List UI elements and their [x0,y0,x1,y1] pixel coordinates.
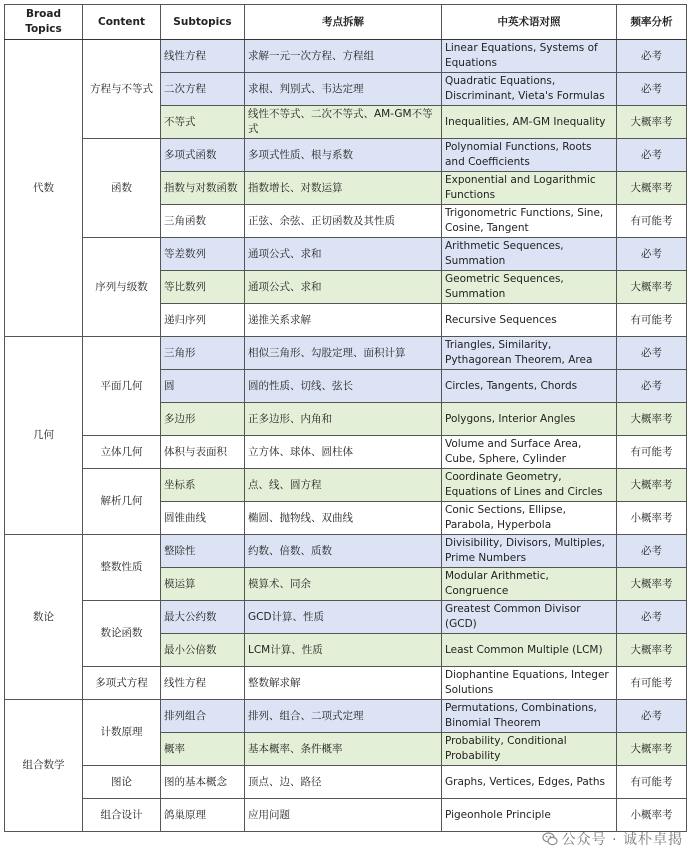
term-cell: Least Common Multiple (LCM) [442,634,617,667]
term-cell: Linear Equations, Systems of Equations [442,40,617,73]
header-subtopics: Subtopics [161,5,245,40]
key-point-cell: 模算术、同余 [245,568,442,601]
subtopic-cell: 体积与表面积 [161,436,245,469]
frequency-cell: 大概率考 [617,106,687,139]
term-cell: Permutations, Combinations, Binomial Theorem [442,700,617,733]
term-cell: Recursive Sequences [442,304,617,337]
content-cell: 方程与不等式 [83,40,161,139]
subtopic-cell: 三角形 [161,337,245,370]
key-point-cell: 线性不等式、二次不等式、AM-GM不等式 [245,106,442,139]
key-point-cell: 排列、组合、二项式定理 [245,700,442,733]
term-cell: Trigonometric Functions, Sine, Cosine, Tangent [442,205,617,238]
key-point-cell: 圆的性质、切线、弦长 [245,370,442,403]
subtopic-cell: 多项式函数 [161,139,245,172]
term-cell: Arithmetic Sequences, Summation [442,238,617,271]
subtopic-cell: 整除性 [161,535,245,568]
key-point-cell: 点、线、圆方程 [245,469,442,502]
content-cell: 数论函数 [83,601,161,667]
key-point-cell: 正多边形、内角和 [245,403,442,436]
frequency-cell: 大概率考 [617,403,687,436]
frequency-cell: 大概率考 [617,733,687,766]
subtopic-cell: 等比数列 [161,271,245,304]
term-cell: Inequalities, AM-GM Inequality [442,106,617,139]
subtopic-cell: 不等式 [161,106,245,139]
key-point-cell: LCM计算、性质 [245,634,442,667]
frequency-cell: 必考 [617,601,687,634]
content-cell: 整数性质 [83,535,161,601]
content-cell: 序列与级数 [83,238,161,337]
subtopic-cell: 二次方程 [161,73,245,106]
subtopic-cell: 线性方程 [161,667,245,700]
content-cell: 函数 [83,139,161,238]
frequency-cell: 必考 [617,700,687,733]
syllabus-table-container [4,4,686,850]
term-cell: Coordinate Geometry, Equations of Lines and Circles [442,469,617,502]
table-row [5,139,687,172]
subtopic-cell: 指数与对数函数 [161,172,245,205]
key-point-cell: 指数增长、对数运算 [245,172,442,205]
content-cell: 组合设计 [83,799,161,832]
key-point-cell: 递推关系求解 [245,304,442,337]
frequency-cell: 有可能考 [617,667,687,700]
term-cell: Graphs, Vertices, Edges, Paths [442,766,617,799]
term-cell: Triangles, Similarity, Pythagorean Theorem, Area [442,337,617,370]
frequency-cell: 必考 [617,238,687,271]
frequency-cell: 大概率考 [617,469,687,502]
frequency-cell: 大概率考 [617,568,687,601]
content-cell: 立体几何 [83,436,161,469]
subtopic-cell: 概率 [161,733,245,766]
table-row [5,799,687,832]
key-point-cell: 通项公式、求和 [245,238,442,271]
header-terms: 中英术语对照 [442,5,617,40]
term-cell: Diophantine Equations, Integer Solutions [442,667,617,700]
term-cell: Volume and Surface Area, Cube, Sphere, Cylinder [442,436,617,469]
table-row [5,436,687,469]
frequency-cell: 小概率考 [617,502,687,535]
subtopic-cell: 坐标系 [161,469,245,502]
subtopic-cell: 线性方程 [161,40,245,73]
term-cell: Exponential and Logarithmic Functions [442,172,617,205]
frequency-cell: 小概率考 [617,799,687,832]
frequency-cell: 大概率考 [617,634,687,667]
subtopic-cell: 图的基本概念 [161,766,245,799]
table-row [5,238,687,271]
watermark-text: 公众号 · 诚朴卓揭 [561,832,683,848]
key-point-cell: 椭圆、抛物线、双曲线 [245,502,442,535]
header-broad-topics: Broad Topics [5,5,83,40]
subtopic-cell: 等差数列 [161,238,245,271]
header-content: Content [83,5,161,40]
key-point-cell: 基本概率、条件概率 [245,733,442,766]
term-cell: Pigeonhole Principle [442,799,617,832]
term-cell: Polygons, Interior Angles [442,403,617,436]
frequency-cell: 有可能考 [617,205,687,238]
frequency-cell: 必考 [617,40,687,73]
frequency-cell: 必考 [617,337,687,370]
term-cell: Polynomial Functions, Roots and Coefficients [442,139,617,172]
term-cell: Modular Arithmetic, Congruence [442,568,617,601]
watermark [542,829,683,849]
frequency-cell: 必考 [617,535,687,568]
term-cell: Divisibility, Divisors, Multiples, Prime Numbers [442,535,617,568]
key-point-cell: 求根、判别式、韦达定理 [245,73,442,106]
header-row [5,5,687,40]
broad-topic-cell: 组合数学 [5,700,83,832]
term-cell: Greatest Common Divisor (GCD) [442,601,617,634]
header-frequency: 频率分析 [617,5,687,40]
broad-topic-cell: 数论 [5,535,83,700]
broad-topic-cell: 几何 [5,337,83,535]
subtopic-cell: 圆 [161,370,245,403]
frequency-cell: 有可能考 [617,766,687,799]
key-point-cell: 求解一元一次方程、方程组 [245,40,442,73]
table-row [5,337,687,370]
table-body [5,40,687,832]
frequency-cell: 必考 [617,370,687,403]
content-cell: 图论 [83,766,161,799]
subtopic-cell: 最大公约数 [161,601,245,634]
key-point-cell: 顶点、边、路径 [245,766,442,799]
broad-topic-cell: 代数 [5,40,83,337]
frequency-cell: 大概率考 [617,172,687,205]
subtopic-cell: 三角函数 [161,205,245,238]
header-key-points: 考点拆解 [245,5,442,40]
subtopic-cell: 排列组合 [161,700,245,733]
table-row [5,535,687,568]
subtopic-cell: 鸽巢原理 [161,799,245,832]
key-point-cell: 相似三角形、勾股定理、面积计算 [245,337,442,370]
term-cell: Geometric Sequences, Summation [442,271,617,304]
term-cell: Quadratic Equations, Discriminant, Vieta's Formulas [442,73,617,106]
content-cell: 计数原理 [83,700,161,766]
subtopic-cell: 最小公倍数 [161,634,245,667]
key-point-cell: 整数解求解 [245,667,442,700]
subtopic-cell: 递归序列 [161,304,245,337]
key-point-cell: 通项公式、求和 [245,271,442,304]
table-row [5,667,687,700]
table-row [5,469,687,502]
key-point-cell: 正弦、余弦、正切函数及其性质 [245,205,442,238]
subtopic-cell: 模运算 [161,568,245,601]
frequency-cell: 必考 [617,73,687,106]
content-cell: 平面几何 [83,337,161,436]
term-cell: Circles, Tangents, Chords [442,370,617,403]
table-row [5,700,687,733]
key-point-cell: 多项式性质、根与系数 [245,139,442,172]
subtopic-cell: 多边形 [161,403,245,436]
term-cell: Conic Sections, Ellipse, Parabola, Hyperbola [442,502,617,535]
frequency-cell: 大概率考 [617,271,687,304]
frequency-cell: 有可能考 [617,304,687,337]
table-row [5,601,687,634]
term-cell: Probability, Conditional Probability [442,733,617,766]
table-row [5,766,687,799]
frequency-cell: 有可能考 [617,436,687,469]
table-header [5,5,687,40]
content-cell: 解析几何 [83,469,161,535]
key-point-cell: 约数、倍数、质数 [245,535,442,568]
content-cell: 多项式方程 [83,667,161,700]
subtopic-cell: 圆锥曲线 [161,502,245,535]
key-point-cell: 立方体、球体、圆柱体 [245,436,442,469]
wechat-icon [542,831,558,847]
frequency-cell: 必考 [617,139,687,172]
key-point-cell: GCD计算、性质 [245,601,442,634]
syllabus-table [4,4,687,832]
table-row [5,40,687,73]
key-point-cell: 应用问题 [245,799,442,832]
